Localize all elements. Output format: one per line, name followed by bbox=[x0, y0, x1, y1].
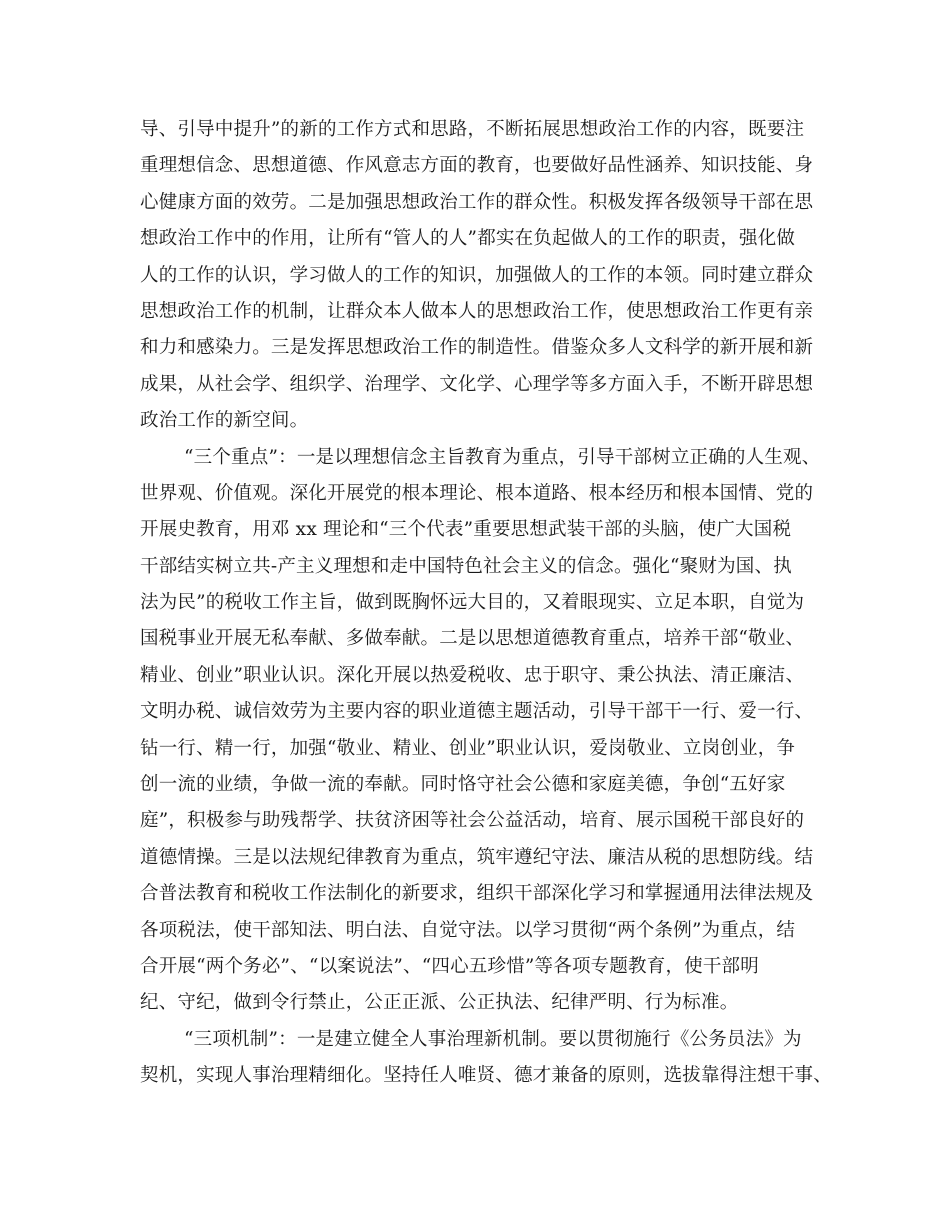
text-line: 纪、守纪，做到令行禁止，公正正派、公正执法、纪律严明、行为标准。 bbox=[140, 992, 739, 1014]
text-line: 想政治工作中的作用，让所有“管人的人”都实在负起做人的工作的职责，强化做 bbox=[140, 228, 796, 250]
text-line: 重理想信念、思想道德、作风意志方面的教育，也要做好品性涵养、知识技能、身 bbox=[140, 155, 814, 177]
text-line: 成果，从社会学、组织学、治理学、文化学、心理学等多方面入手，不断开辟思想 bbox=[140, 373, 814, 395]
text-line: 法为民”的税收工作主旨，做到既胸怀远大目的，又着眼现实、立足本职，自觉为 bbox=[140, 592, 805, 614]
text-line: 人的工作的认识，学习做人的工作的知识，加强做人的工作的本领。同时建立群众 bbox=[140, 264, 814, 286]
text-line: 创一流的业绩，争做一流的奉献。同时恪守社会公德和家庭美德，争创“五好家 bbox=[140, 774, 786, 796]
text-line: 国税事业开展无私奉献、多做奉献。二是以思想道德教育重点，培养干部“敬业、 bbox=[140, 628, 805, 650]
text-line: 导、引导中提升”的新的工作方式和思路，不断拓展思想政治工作的内容，既要注 bbox=[140, 119, 805, 140]
paragraph-start-line: “三项机制”：一是建立健全人事治理新机制。要以贯彻施行《公务员法》为 bbox=[184, 1028, 802, 1050]
text-line: 思想政治工作的机制，让群众本人做本人的思想政治工作，使思想政治工作更有亲 bbox=[140, 300, 814, 322]
paragraph-start-line: “三个重点”：一是以理想信念主旨教育为重点，引导干部树立正确的人生观、 bbox=[184, 446, 821, 468]
text-line: 干部结实树立共-产主义理想和走中国特色社会主义的信念。强化“聚财为国、执 bbox=[140, 555, 792, 577]
text-line: 心健康方面的效劳。二是加强思想政治工作的群众性。积极发挥各级领导干部在思 bbox=[140, 191, 814, 213]
text-line: 庭”，积极参与助残帮学、扶贫济困等社会公益活动，培育、展示国税干部良好的 bbox=[140, 810, 805, 832]
text-line: 精业、创业”职业认识。深化开展以热爱税收、忠于职守、秉公执法、清正廉洁、 bbox=[140, 664, 805, 686]
text-line: 合普法教育和税收工作法制化的新要求，组织干部深化学习和掌握通用法律法规及 bbox=[140, 883, 814, 905]
text-line: 钻一行、精一行，加强“敬业、精业、创业”职业认识，爱岗敬业、立岗创业，争 bbox=[140, 737, 796, 759]
text-line: 政治工作的新空间。 bbox=[140, 410, 309, 432]
text-line: 文明办税、诚信效劳为主要内容的职业道德主题活动，引导干部干一行、爱一行、 bbox=[140, 701, 814, 723]
text-line: 和力和感染力。三是发挥思想政治工作的制造性。借鉴众多人文科学的新开展和新 bbox=[140, 337, 814, 359]
text-line: 合开展“两个务必”、“以案说法”、“四心五珍惜”等各项专题教育，使干部明 bbox=[140, 955, 759, 977]
text-line: 各项税法，使干部知法、明白法、自觉守法。以学习贯彻“两个条例”为重点，结 bbox=[140, 919, 796, 941]
text-line: 世界观、价值观。深化开展党的根本理论、根本道路、根本经历和根本国情、党的 bbox=[140, 482, 814, 504]
text-line: 开展史教育，用邓 xx 理论和“三个代表”重要思想武装干部的头脑，使广大国税 bbox=[140, 519, 792, 541]
text-line: 道德情操。三是以法规纪律教育为重点，筑牢遵纪守法、廉洁从税的思想防线。结 bbox=[140, 846, 814, 868]
text-line: 契机，实现人事治理精细化。坚持任人唯贤、德才兼备的原则，选拔靠得注想干事、 bbox=[140, 1065, 832, 1087]
body-text bbox=[140, 112, 830, 1095]
